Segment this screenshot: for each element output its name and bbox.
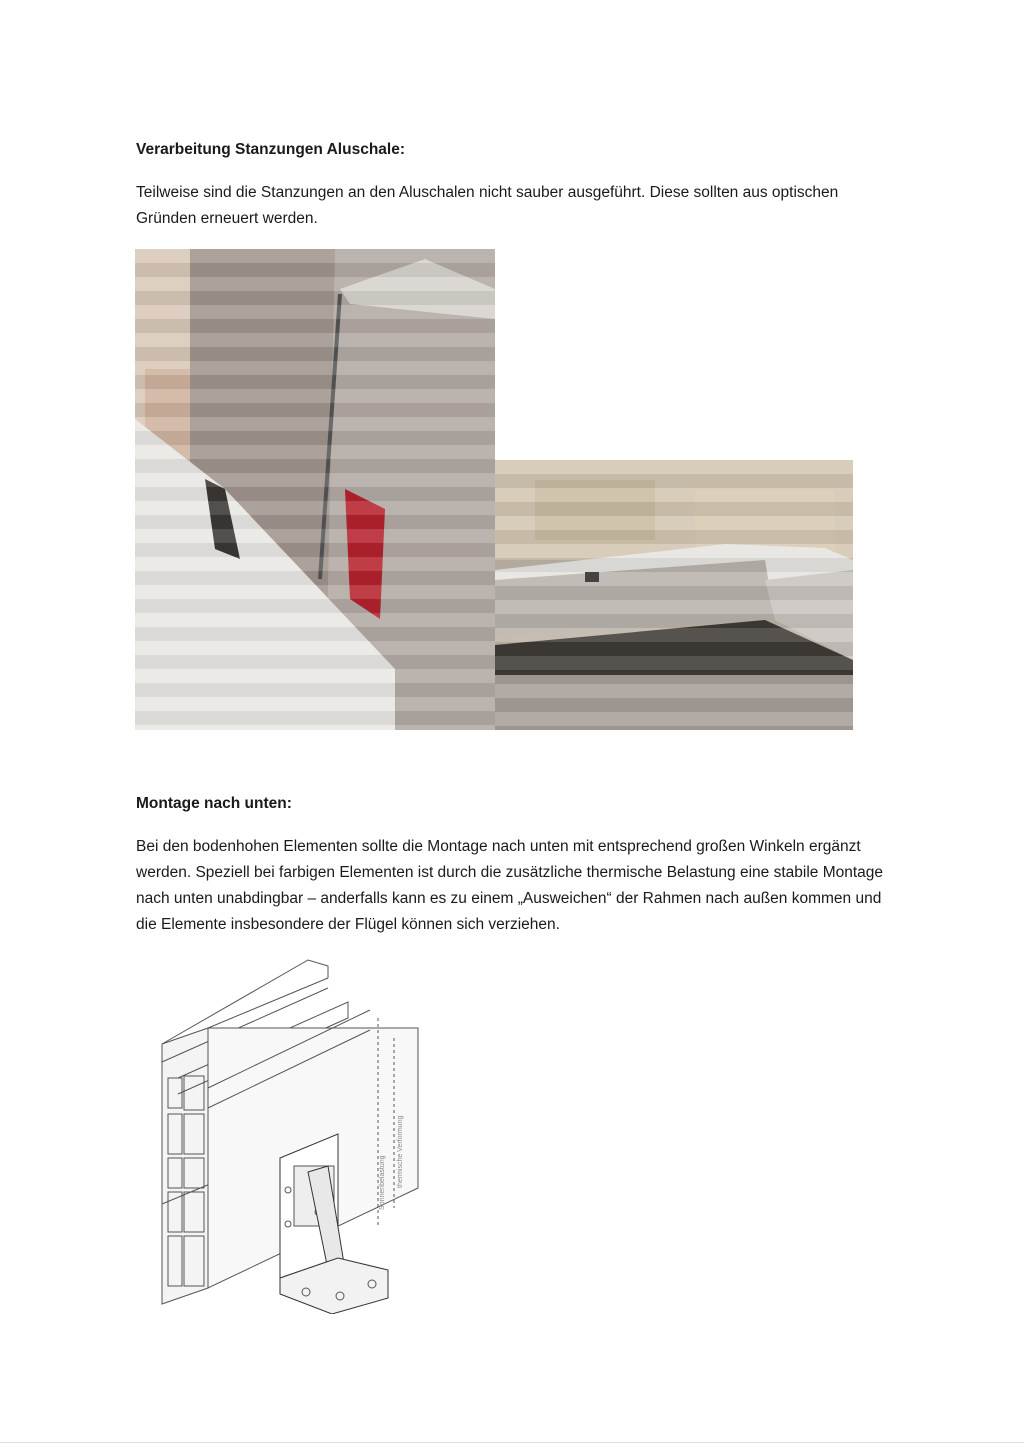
page-bottom-edge xyxy=(0,1442,1024,1443)
paragraph-montage: Bei den bodenhohen Elementen sollte die Montage nach unten mit entsprechend großen Winkeln ergänzt werden. Speziell bei farbigen Elementen ist durch die zusätzliche thermische Belastung eine stabile Montage nach unten unabdingbar – anderfalls kann es zu einem „Ausweichen“ der Rahmen nach außen kommen und die Elemente insbesondere der Flügel können sich verziehen. xyxy=(136,838,884,933)
section-heading-stanzungen: Verarbeitung Stanzungen Aluschale: xyxy=(136,141,406,158)
photo-aluschale-corner xyxy=(135,249,495,730)
drawing-label-right: thermische Verformung xyxy=(397,1115,404,1188)
drawing-label-left: Sonnenbelastung xyxy=(379,1155,386,1210)
section-heading-montage: Montage nach unten: xyxy=(136,795,292,812)
photo-aluschale-sill xyxy=(495,460,853,730)
profile-drawing xyxy=(158,958,428,1314)
paragraph-stanzungen: Teilweise sind die Stanzungen an den Aluschalen nicht sauber ausgeführt. Diese sollten aus optischen Gründen erneuert werden. xyxy=(136,184,839,227)
